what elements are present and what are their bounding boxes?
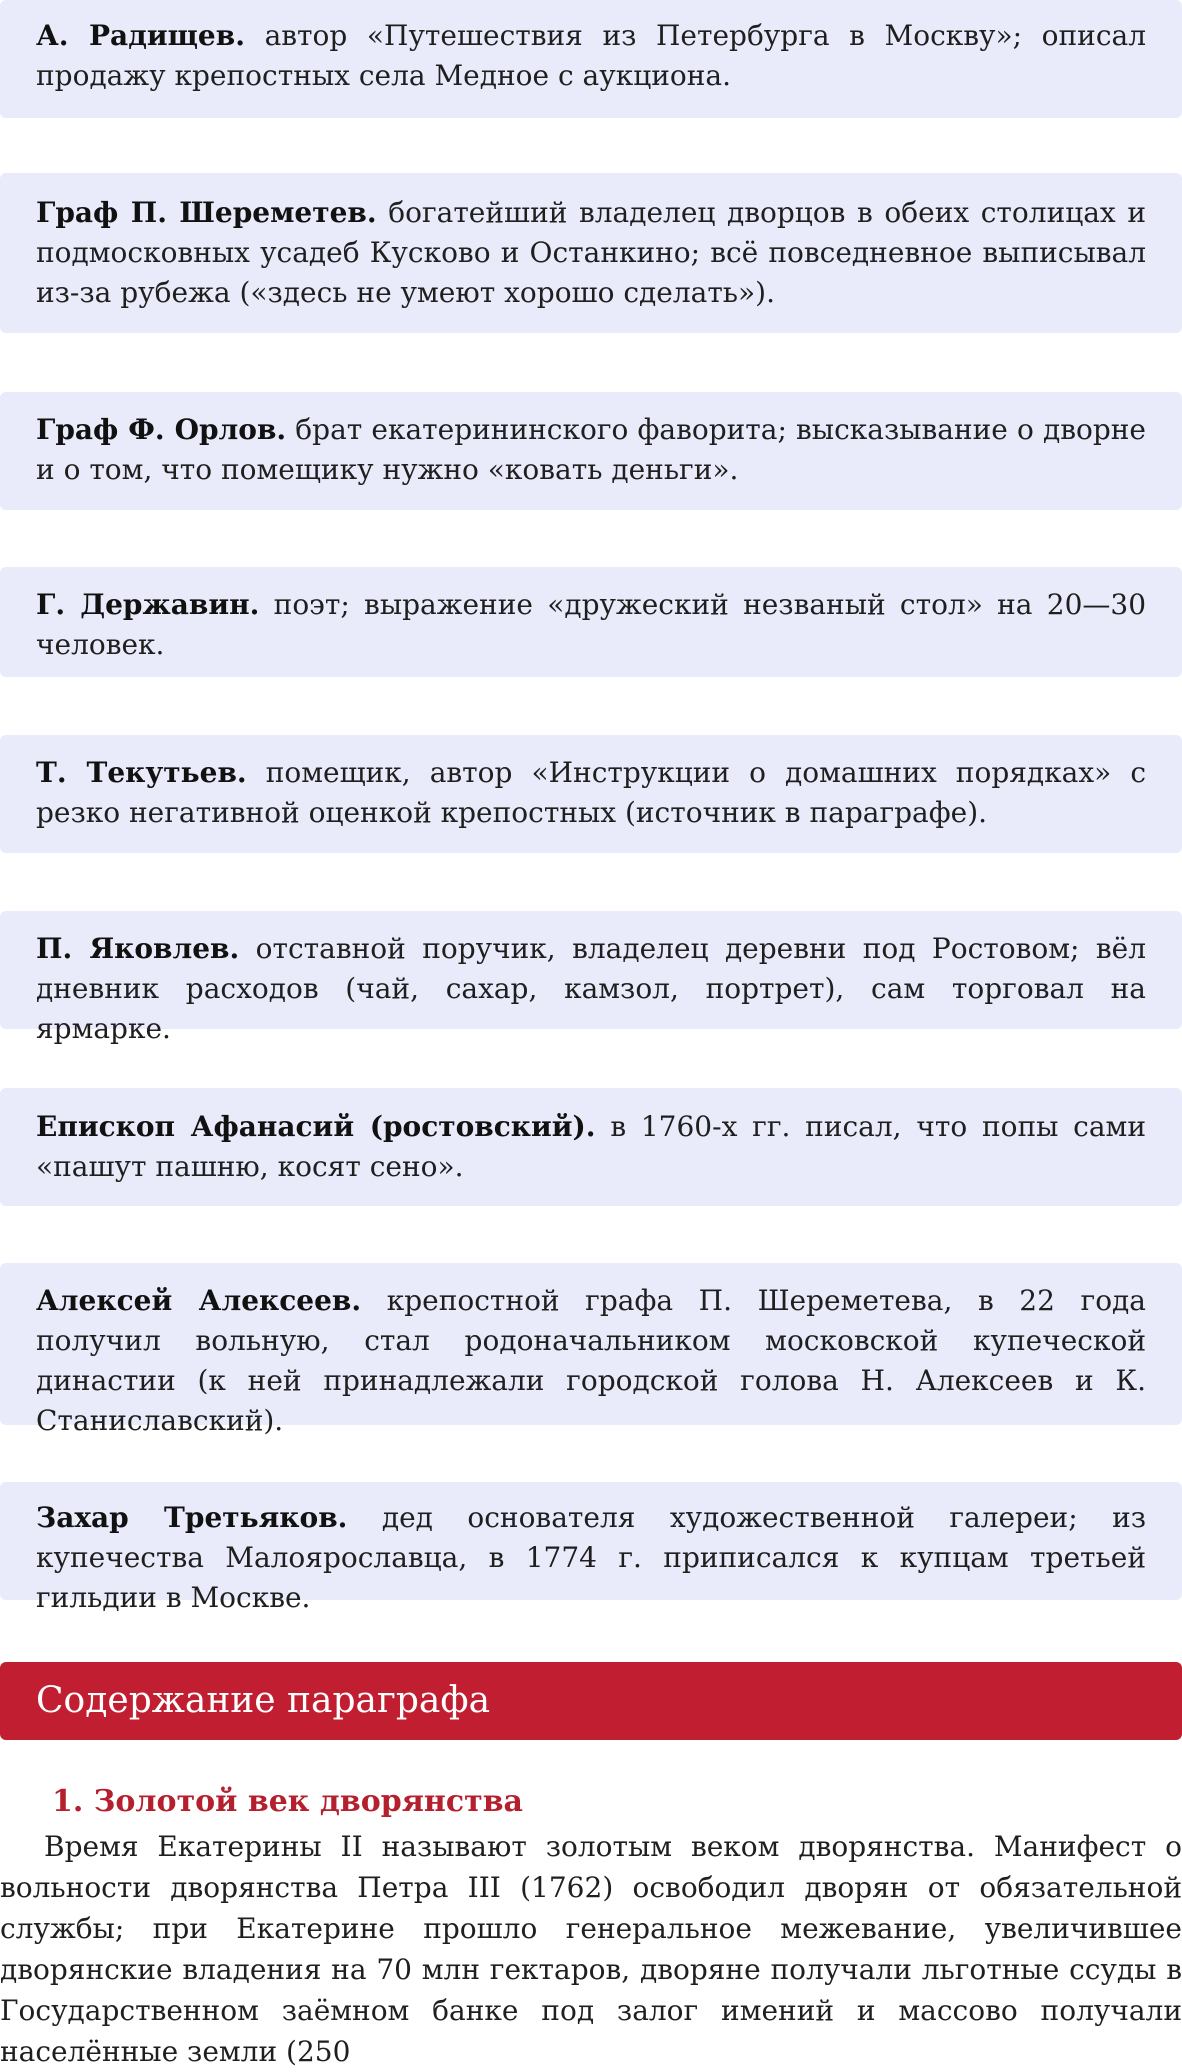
person-description: отставной поручик, владелец деревни под Ростовом; вёл дневник расходов (чай, сахар, камзол, портрет), сам торговал на ярмарке. xyxy=(36,932,1146,1045)
person-description: брат екатерининского фаворита; высказывание о дворне и о том, что помещику нужно «ковать деньги». xyxy=(36,413,1146,486)
person-name: Граф П. Шереметев. xyxy=(36,196,377,229)
person-name: Захар Третьяков. xyxy=(36,1501,348,1534)
person-card xyxy=(0,911,1182,1045)
person-name: Алексей Алексеев. xyxy=(36,1284,362,1317)
person-description: поэт; выражение «дружеский незваный стол» на 20—30 человек. xyxy=(36,588,1147,661)
person-card xyxy=(0,0,1182,118)
person-card xyxy=(0,1088,1182,1206)
person-card xyxy=(0,735,1182,853)
person-description: богатейший владелец дворцов в обеих столицах и подмосковных усадеб Кусково и Останкино; всё повседневное выписывал из-за рубежа («здесь не умеют хорошо сделать»). xyxy=(36,196,1146,309)
person-description: автор «Путешествия из Петербурга в Москву»; описал продажу крепостных села Медное с аукциона. xyxy=(36,19,1146,92)
person-description: в 1760-х гг. писал, что попы сами «пашут пашню, косят сено». xyxy=(36,1110,1147,1183)
person-card xyxy=(0,173,1182,333)
person-card xyxy=(0,1263,1182,1437)
person-name: Епископ Афанасий (ростовский). xyxy=(36,1110,596,1143)
section-body-text: Время Екатерины II называют золотым веком дворянства. Манифест о вольности дворянства Петра III (1762) освободил дворян от обязательной службы; при Екатерине прошло генеральное межевание, увеличившее дворянские владения на 70 млн гектаров, дворяне получали льготные ссуды в Государственном заёмном банке под залог имений и массово получали населённые земли (250 xyxy=(0,1830,1182,2068)
person-description: дед основателя художественной галереи; из купечества Малоярославца, в 1774 г. приписался к купцам третьей гильдии в Москве. xyxy=(36,1501,1147,1614)
person-name: П. Яковлев. xyxy=(36,932,240,965)
person-description: помещик, автор «Инструкции о домашних порядках» с резко негативной оценкой крепостных (источник в параграфе). xyxy=(36,756,1146,829)
person-card xyxy=(0,567,1182,677)
person-card xyxy=(0,1482,1182,1614)
person-card xyxy=(0,392,1182,510)
section-heading: 1. Золотой век дворянства xyxy=(52,1784,523,1819)
person-name: Т. Текутьев. xyxy=(36,756,247,789)
person-description: крепостной графа П. Шереметева, в 22 года получил вольную, стал родоначальником московской купеческой династии (к ней принадлежали городской голова Н. Алексеев и К. Станиславский). xyxy=(36,1284,1146,1437)
person-name: Граф Ф. Орлов. xyxy=(36,413,287,446)
person-name: Г. Державин. xyxy=(36,588,260,621)
section-banner: Содержание параграфа xyxy=(0,1662,1182,1740)
person-name: А. Радищев. xyxy=(36,19,245,52)
